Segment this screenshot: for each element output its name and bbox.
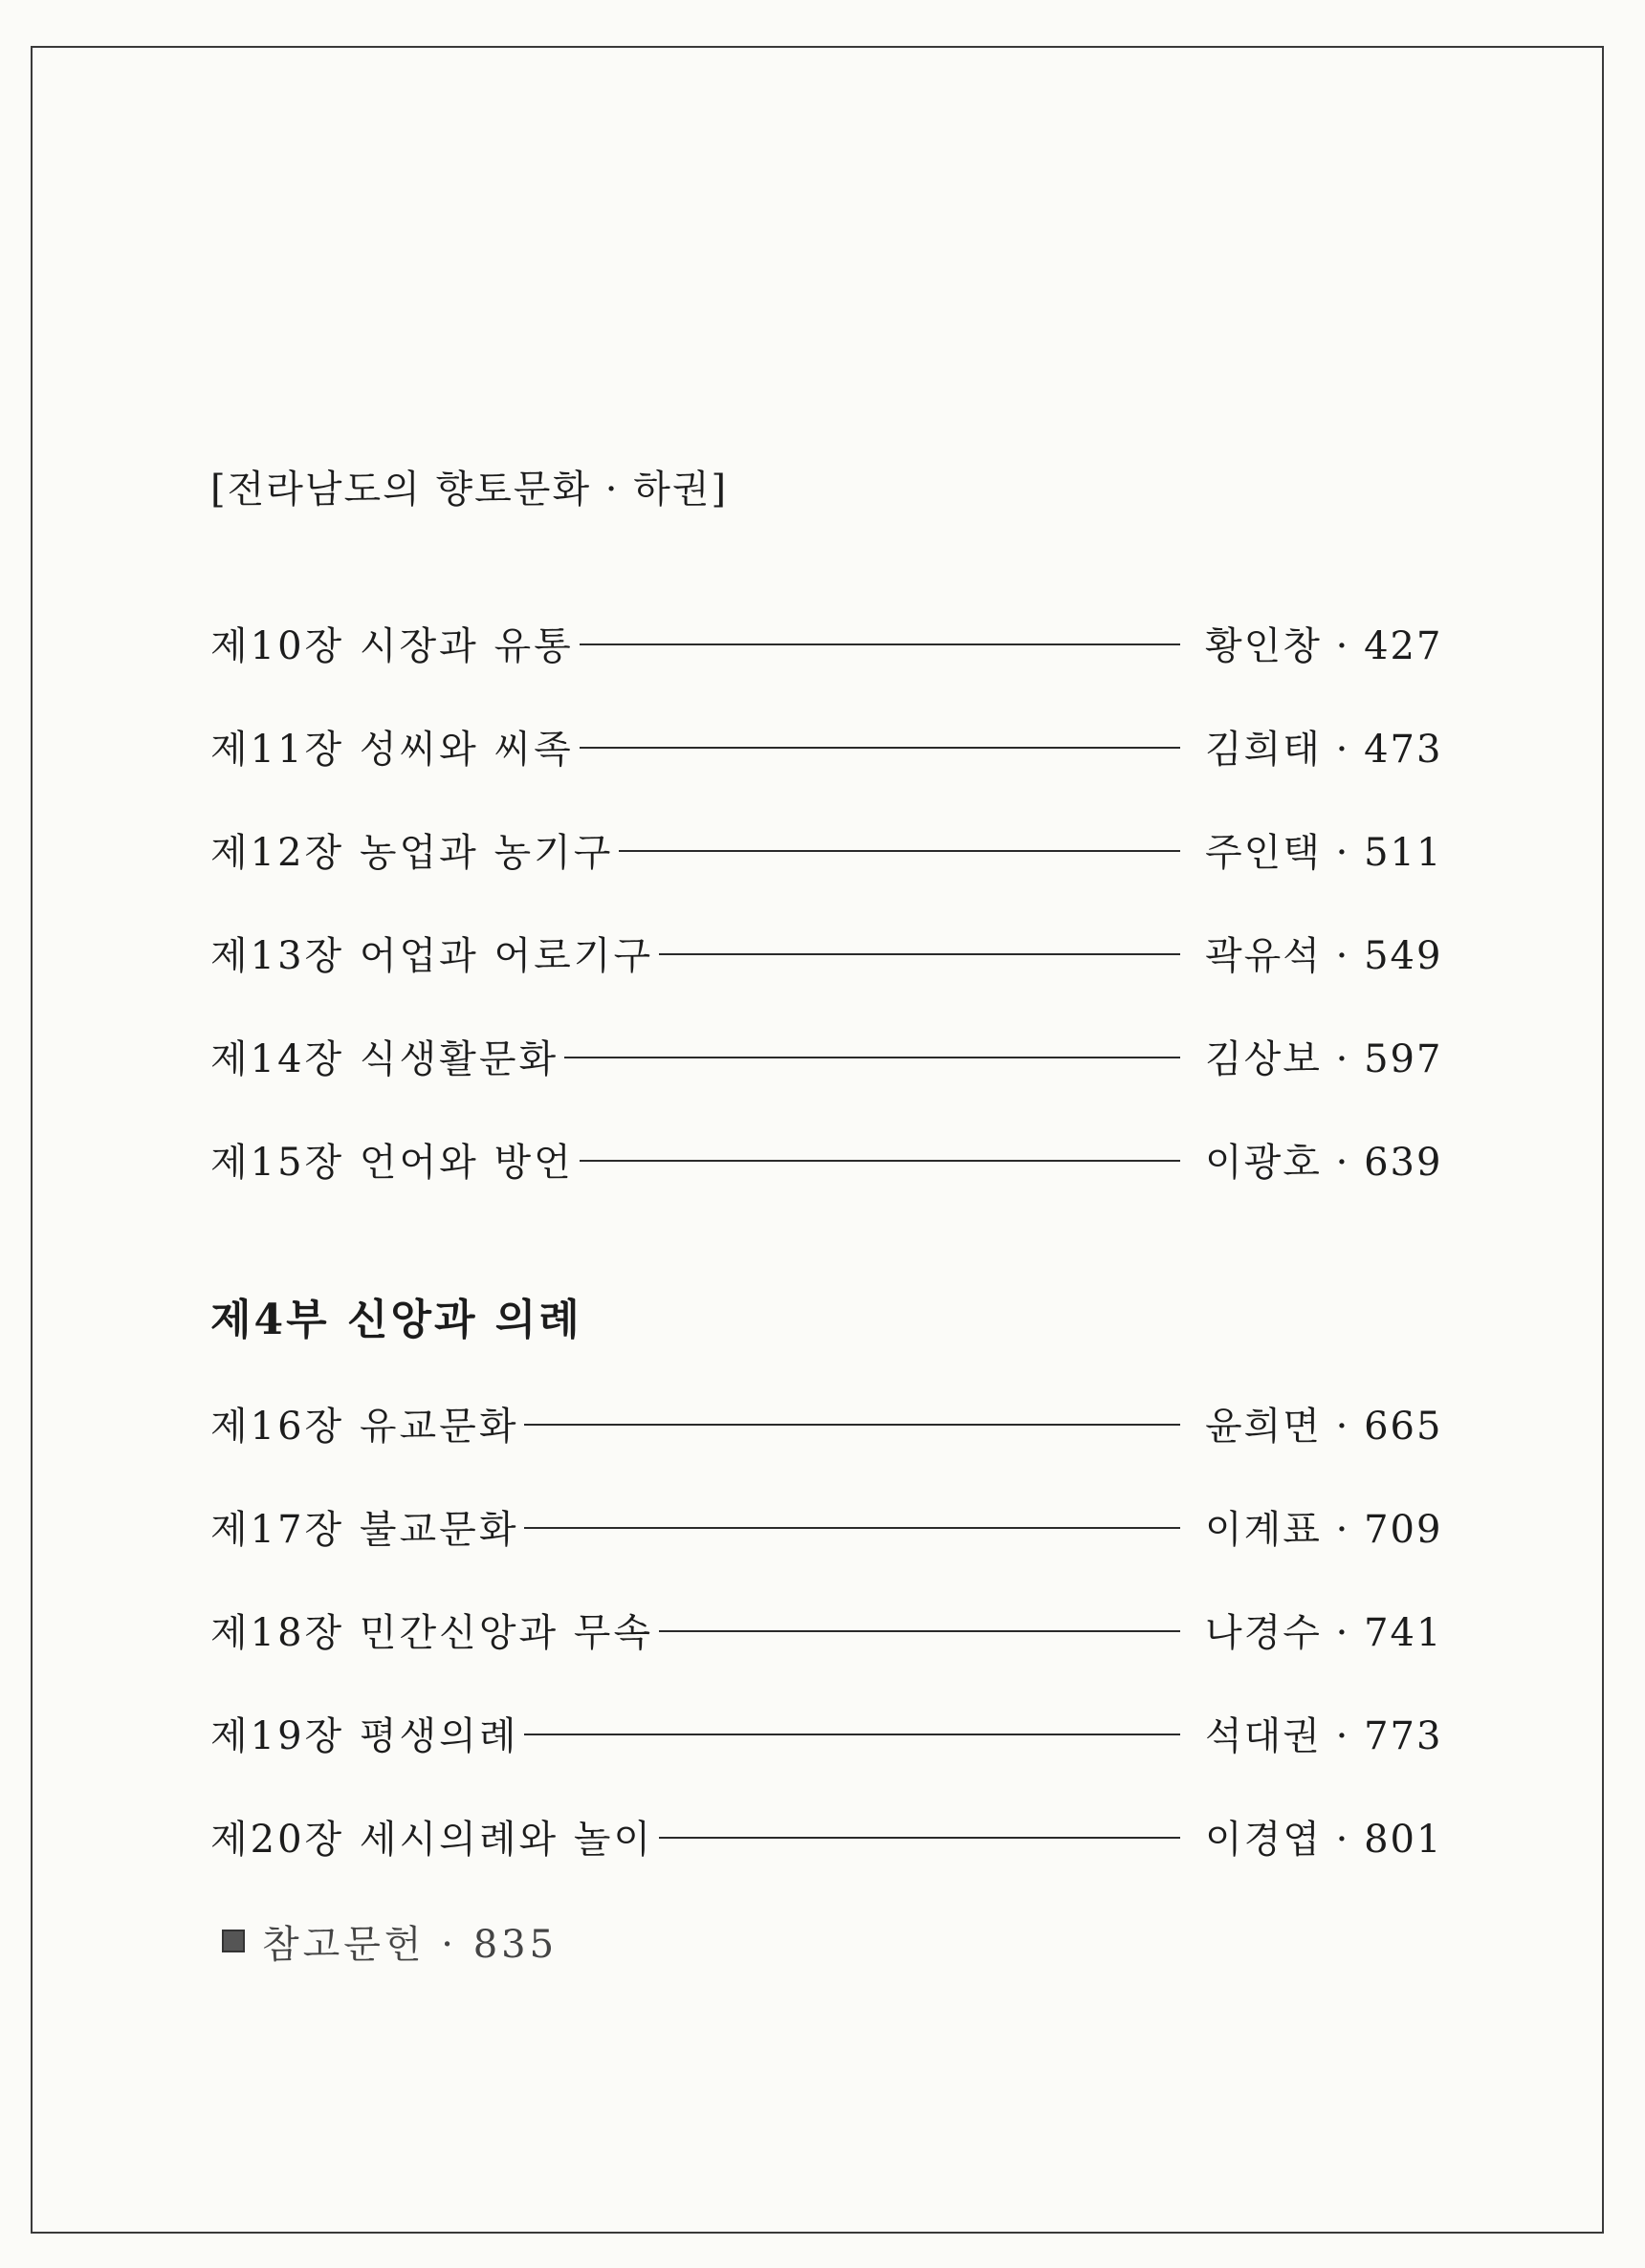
- chapter-label: 제13장 어업과 어로기구: [210, 933, 654, 978]
- toc-row-ch17[interactable]: [210, 1497, 1454, 1555]
- references-entry[interactable]: [222, 1912, 558, 1970]
- chapter-label: 제20장 세시의례와 놀이: [210, 1817, 654, 1862]
- toc-row-ch11[interactable]: [210, 717, 1454, 774]
- leader-line: [659, 953, 1180, 955]
- author-page: 석대권 · 773: [1205, 1713, 1443, 1758]
- leader-line: [524, 1527, 1180, 1529]
- toc-row-ch10[interactable]: [210, 614, 1454, 671]
- references-label: 참고문헌 · 835: [262, 1922, 559, 1967]
- leader-line: [580, 747, 1180, 749]
- toc-row-ch19[interactable]: [210, 1704, 1454, 1761]
- square-bullet-icon: [222, 1930, 245, 1952]
- toc-row-ch13[interactable]: [210, 924, 1454, 981]
- leader-line: [659, 1630, 1180, 1632]
- author-page: 이광호 · 639: [1205, 1140, 1443, 1185]
- author-page: 곽유석 · 549: [1205, 933, 1443, 978]
- chapter-label: 제15장 언어와 방언: [210, 1140, 574, 1185]
- leader-line: [659, 1837, 1180, 1839]
- author-page: 황인창 · 427: [1205, 623, 1443, 668]
- chapter-label: 제18장 민간신앙과 무속: [210, 1610, 654, 1655]
- chapter-label: 제10장 시장과 유통: [210, 623, 574, 668]
- toc-row-ch18[interactable]: [210, 1601, 1454, 1658]
- chapter-label: 제12장 농업과 농기구: [210, 830, 614, 875]
- leader-line: [619, 850, 1180, 852]
- leader-line: [580, 1160, 1180, 1162]
- chapter-label: 제14장 식생활문화: [210, 1036, 559, 1081]
- author-page: 나경수 · 741: [1205, 1610, 1443, 1655]
- leader-line: [564, 1057, 1180, 1058]
- leader-line: [524, 1734, 1180, 1735]
- toc-row-ch20[interactable]: [210, 1807, 1454, 1865]
- author-page: 김희태 · 473: [1205, 727, 1443, 772]
- toc-row-ch12[interactable]: [210, 820, 1454, 878]
- chapter-label: 제19장 평생의례: [210, 1713, 519, 1758]
- chapter-label: 제16장 유교문화: [210, 1404, 519, 1449]
- volume-title: [전라남도의 향토문화 · 하권]: [210, 468, 729, 512]
- part4-heading: 제4부 신앙과 의례: [210, 1296, 582, 1344]
- author-page: 주인택 · 511: [1205, 830, 1443, 875]
- author-page: 이계표 · 709: [1205, 1507, 1443, 1552]
- author-page: 김상보 · 597: [1205, 1036, 1443, 1081]
- toc-row-ch14[interactable]: [210, 1027, 1454, 1084]
- author-page: 이경엽 · 801: [1205, 1817, 1443, 1862]
- chapter-label: 제11장 성씨와 씨족: [210, 727, 574, 772]
- toc-row-ch15[interactable]: [210, 1130, 1454, 1188]
- toc-row-ch16[interactable]: [210, 1394, 1454, 1451]
- leader-line: [524, 1424, 1180, 1426]
- author-page: 윤희면 · 665: [1205, 1404, 1443, 1449]
- leader-line: [580, 643, 1180, 645]
- chapter-label: 제17장 불교문화: [210, 1507, 519, 1552]
